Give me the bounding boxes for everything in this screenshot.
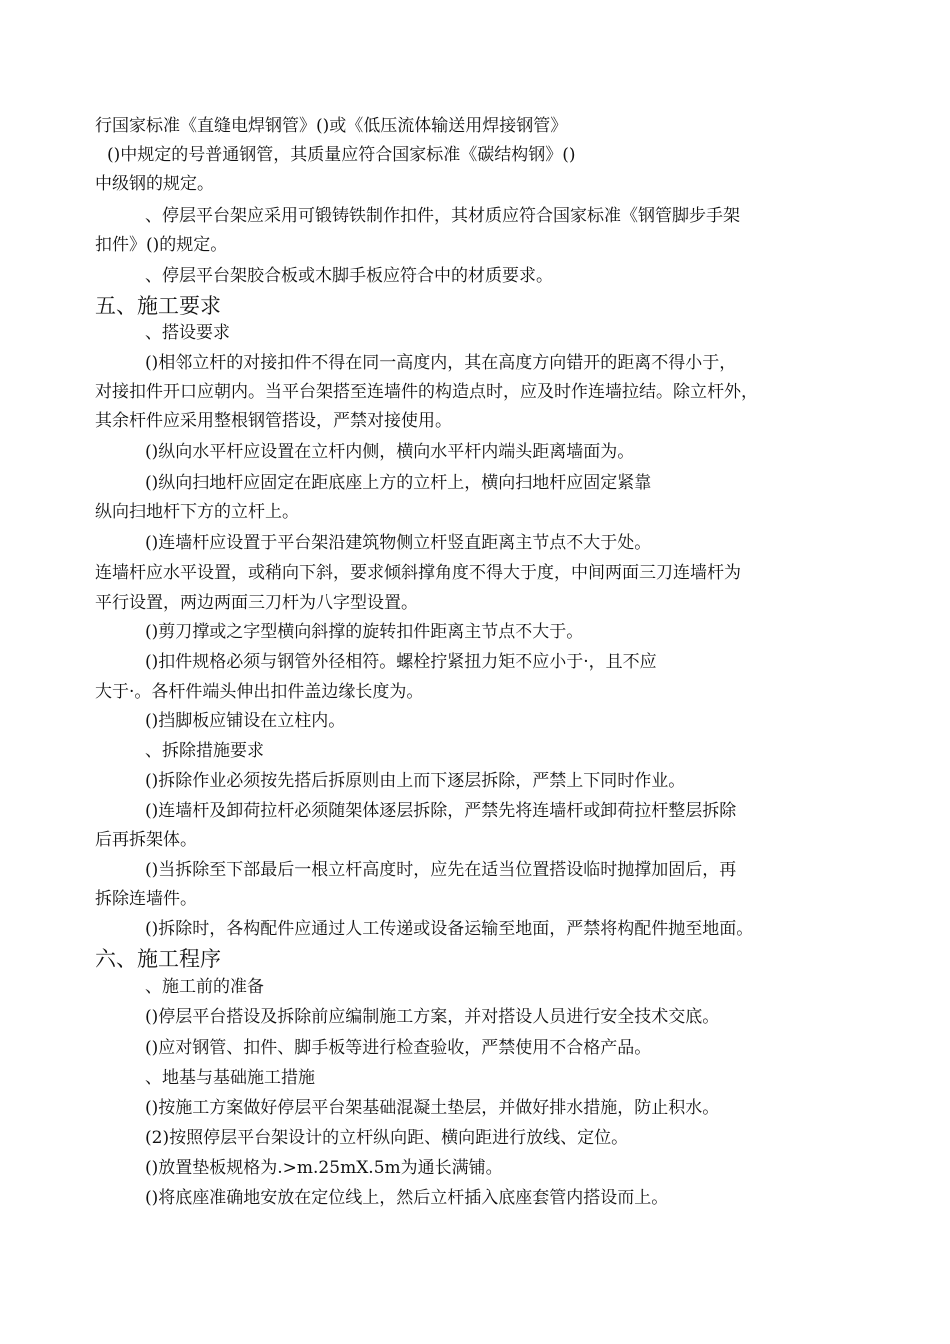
text-line: 中级钢的规定。 [95,174,214,194]
text-line: ()拆除时，各构配件应通过人工传递或设备运输至地面，严禁将构配件抛至地面。 [145,919,754,939]
text-line: ()放置垫板规格为.>m.25mX.5m为通长满铺。 [145,1158,503,1178]
text-line: 、停层平台架应采用可锻铸铁制作扣件，其材质应符合国家标准《钢管脚步手架 [145,206,740,226]
text-line: ()按施工方案做好停层平台架基础混凝土垫层，并做好排水措施，防止积水。 [145,1098,720,1118]
subsection-heading: 、搭设要求 [145,323,230,343]
text-line: ()中规定的号普通钢管，其质量应符合国家标准《碳结构钢》() [107,145,576,165]
text-line: ()停层平台搭设及拆除前应编制施工方案，并对搭设人员进行安全技术交底。 [145,1007,720,1027]
text-line: 行国家标准《直缝电焊钢管》()或《低压流体输送用焊接钢管》 [95,116,568,136]
text-line: ()连墙杆应设置于平台架沿建筑物侧立杆竖直距离主节点不大于处。 [145,533,652,553]
text-line: ()纵向扫地杆应固定在距底座上方的立杆上，横向扫地杆应固定紧靠 [145,473,652,493]
text-line: ()应对钢管、扣件、脚手板等进行检查验收，严禁使用不合格产品。 [145,1038,652,1058]
text-line: 后再拆架体。 [95,830,197,850]
text-line: ()相邻立杆的对接扣件不得在同一高度内，其在高度方向错开的距离不得小于， [145,353,737,373]
text-line: ()扣件规格必须与钢管外径相符。螺栓拧紧扭力矩不应小于·，且不应 [145,652,657,672]
text-line: 纵向扫地杆下方的立杆上。 [95,502,299,522]
text-line: ()纵向水平杆应设置在立杆内侧，横向水平杆内端头距离墙面为。 [145,442,635,462]
text-line: 平行设置，两边两面三刀杆为八字型设置。 [95,593,418,613]
subsection-heading: 、地基与基础施工措施 [145,1068,315,1088]
text-line: 大于·。各杆件端头伸出扣件盖边缘长度为。 [95,682,424,702]
text-line: ()挡脚板应铺设在立柱内。 [145,711,346,731]
section-heading: 五、施工要求 [95,294,221,318]
text-line: ()将底座准确地安放在定位线上，然后立杆插入底座套管内搭设而上。 [145,1188,669,1208]
text-line: 连墙杆应水平设置，或稍向下斜，要求倾斜撑角度不得大于度，中间两面三刀连墙杆为 [95,563,741,583]
text-line: ()剪刀撑或之字型横向斜撑的旋转扣件距离主节点不大于。 [145,622,584,642]
subsection-heading: 、施工前的准备 [145,977,264,997]
text-line: 拆除连墙件。 [95,889,197,909]
text-line: ()连墙杆及卸荷拉杆必须随架体逐层拆除，严禁先将连墙杆或卸荷拉杆整层拆除 [145,801,737,821]
text-line: 扣件》()的规定。 [95,235,228,255]
text-line: (2)按照停层平台架设计的立杆纵向距、横向距进行放线、定位。 [145,1128,629,1148]
text-line: ()拆除作业必须按先搭后拆原则由上而下逐层拆除，严禁上下同时作业。 [145,771,686,791]
subsection-heading: 、拆除措施要求 [145,741,264,761]
text-line: 、停层平台架胶合板或木脚手板应符合中的材质要求。 [145,266,553,286]
text-line: 对接扣件开口应朝内。当平台架搭至连墙件的构造点时，应及时作连墙拉结。除立杆外， [95,382,758,402]
section-heading: 六、施工程序 [95,947,221,971]
text-line: 其余杆件应采用整根钢管搭设，严禁对接使用。 [95,411,452,431]
text-line: ()当拆除至下部最后一根立杆高度时，应先在适当位置搭设临时抛撑加固后，再 [145,860,737,880]
